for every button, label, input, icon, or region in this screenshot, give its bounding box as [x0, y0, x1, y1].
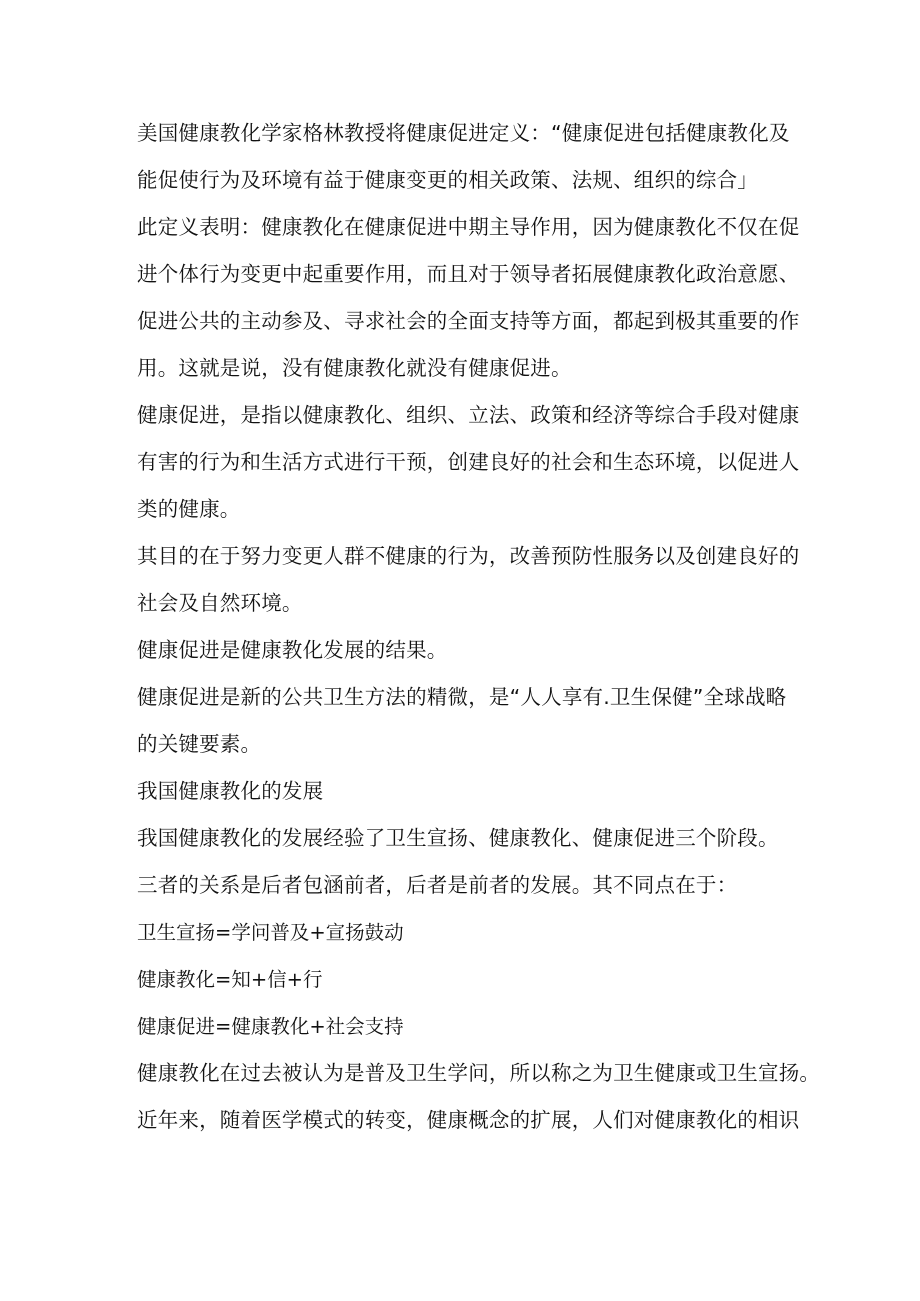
- paragraph-line: 其目的在于努力变更人群不健康的行为，改善预防性服务以及创建良好的: [137, 544, 800, 568]
- paragraph-line: 健康教化在过去被认为是普及卫生学问，所以称之为卫生健康或卫生宣扬。: [137, 1061, 821, 1085]
- paragraph-line: 三者的关系是后者包涵前者，后者是前者的发展。其不同点在于：: [137, 873, 738, 897]
- paragraph-line: 类的健康。: [137, 497, 241, 521]
- paragraph-line: 进个体行为变更中起重要作用，而且对于领导者拓展健康教化政治意愿、: [137, 262, 800, 286]
- paragraph-line: 健康促进是新的公共卫生方法的精微，是“人人享有.卫生保健”全球战略: [137, 685, 787, 709]
- paragraph-line: 健康促进，是指以健康教化、组织、立法、政策和经济等综合手段对健康: [137, 403, 800, 427]
- formula-line: 健康教化=知+信+行: [137, 968, 323, 991]
- paragraph-line: 近年来，随着医学模式的转变，健康概念的扩展，人们对健康教化的相识: [137, 1108, 800, 1132]
- paragraph-line: 促进公共的主动参及、寻求社会的全面支持等方面，都起到极其重要的作: [137, 309, 800, 333]
- paragraph-line: 美国健康教化学家格林教授将健康促进定义：“健康促进包括健康教化及: [137, 121, 790, 145]
- paragraph-line: 健康促进是健康教化发展的结果。: [137, 638, 448, 662]
- paragraph-line: 我国健康教化的发展经验了卫生宣扬、健康教化、健康促进三个阶段。: [137, 826, 779, 850]
- paragraph-line: 此定义表明：健康教化在健康促进中期主导作用，因为健康教化不仅在促: [137, 215, 800, 239]
- paragraph-line: 用。这就是说，没有健康教化就没有健康促进。: [137, 356, 572, 380]
- paragraph-line: 能促使行为及环境有益于健康变更的相关政策、法规、组织的综合」: [137, 168, 758, 192]
- formula-line: 健康促进=健康教化+社会支持: [137, 1015, 404, 1038]
- paragraph-line: 有害的行为和生活方式进行干预，创建良好的社会和生态环境，以促进人: [137, 450, 800, 474]
- formula-line: 卫生宣扬=学问普及+宣扬鼓动: [137, 921, 404, 944]
- section-heading: 我国健康教化的发展: [137, 779, 324, 803]
- paragraph-line: 的关键要素。: [137, 732, 262, 756]
- paragraph-line: 社会及自然环境。: [137, 591, 303, 615]
- document-body: [137, 110, 821, 1144]
